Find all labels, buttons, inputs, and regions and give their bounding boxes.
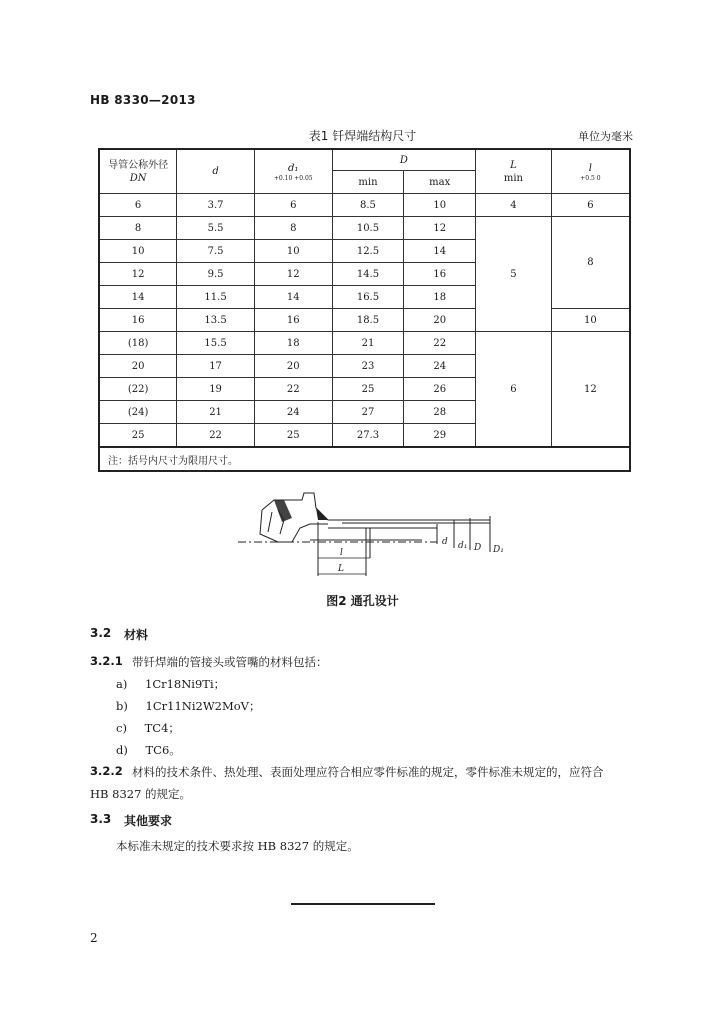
cell-d: 9.5 xyxy=(177,263,255,286)
list-item xyxy=(116,676,225,692)
cell-d1: 6 xyxy=(254,194,332,217)
table-header-row xyxy=(99,149,630,171)
cell-d1: 20 xyxy=(254,355,332,378)
list-text: TC6。 xyxy=(145,743,181,757)
header-dn xyxy=(99,149,177,194)
section-3-2-2-number: 3.2.2 xyxy=(90,764,123,778)
table-title: 表1 钎焊端结构尺寸 xyxy=(308,129,417,143)
header-d1-symbol: d₁ xyxy=(288,162,299,174)
table-row xyxy=(99,309,630,332)
cell-D-max: 28 xyxy=(404,401,476,424)
label-l: l xyxy=(340,548,343,558)
cell-dn: 14 xyxy=(99,286,177,309)
cell-D-max: 18 xyxy=(404,286,476,309)
unit-note: 单位为毫米 xyxy=(578,130,633,143)
cell-d: 5.5 xyxy=(177,217,255,240)
cell-dn: 6 xyxy=(99,194,177,217)
cell-D-min: 18.5 xyxy=(332,309,404,332)
table-row xyxy=(99,217,630,240)
list-marker: c) xyxy=(116,721,127,735)
section-3-2-2-text-continued: HB 8327 的规定。 xyxy=(90,787,192,801)
header-l-symbol: l xyxy=(588,162,592,174)
cell-d: 3.7 xyxy=(177,194,255,217)
cell-D-max: 29 xyxy=(404,424,476,448)
cell-dn: (18) xyxy=(99,332,177,355)
label-D1: D₁ xyxy=(493,545,504,555)
cell-D-max: 22 xyxy=(404,332,476,355)
header-d: d xyxy=(177,149,255,194)
header-D-min: min xyxy=(332,171,404,194)
label-D: D xyxy=(474,543,482,553)
cell-D-max: 12 xyxy=(404,217,476,240)
cell-D-min: 16.5 xyxy=(332,286,404,309)
section-3-2-title: 材料 xyxy=(124,628,149,642)
cell-dn: 8 xyxy=(99,217,177,240)
section-3-2-1-number: 3.2.1 xyxy=(90,654,123,668)
cell-L: 5 xyxy=(476,217,552,332)
header-L-min: min xyxy=(503,172,523,184)
cell-dn: 16 xyxy=(99,309,177,332)
label-L: L xyxy=(338,564,344,574)
cell-dn: (22) xyxy=(99,378,177,401)
cell-d1: 8 xyxy=(254,217,332,240)
label-d1: d₁ xyxy=(458,541,468,551)
through-hole-diagram xyxy=(232,488,502,588)
cell-l: 6 xyxy=(551,194,630,217)
header-D-max: max xyxy=(404,171,476,194)
cell-d1: 22 xyxy=(254,378,332,401)
section-3-2-number: 3.2 xyxy=(90,626,112,640)
cell-dn: 10 xyxy=(99,240,177,263)
solder-fillet xyxy=(274,500,292,522)
header-d1-tolerance: +0.10 +0.05 xyxy=(273,174,313,182)
cell-D-max: 14 xyxy=(404,240,476,263)
fitting-body-outline xyxy=(262,493,342,520)
list-marker: b) xyxy=(116,699,128,713)
cell-d1: 14 xyxy=(254,286,332,309)
cell-D-min: 23 xyxy=(332,355,404,378)
cell-D-min: 27 xyxy=(332,401,404,424)
cell-D-max: 20 xyxy=(404,309,476,332)
list-marker: a) xyxy=(116,677,128,691)
cell-d: 17 xyxy=(177,355,255,378)
cell-l: 10 xyxy=(551,309,630,332)
cell-d1: 12 xyxy=(254,263,332,286)
cell-D-max: 16 xyxy=(404,263,476,286)
list-item xyxy=(116,698,260,714)
section-3-3-title: 其他要求 xyxy=(124,814,173,828)
section-3-3-text: 本标准未规定的技术要求按 HB 8327 的规定。 xyxy=(116,839,359,853)
list-item xyxy=(116,720,180,736)
list-text: TC4； xyxy=(144,721,180,735)
cell-D-min: 8.5 xyxy=(332,194,404,217)
header-dn-label: 导管公称外径 xyxy=(108,159,169,171)
header-L xyxy=(476,149,552,194)
cell-D-min: 14.5 xyxy=(332,263,404,286)
spec-table xyxy=(98,148,631,472)
cell-D-max: 26 xyxy=(404,378,476,401)
cell-d: 19 xyxy=(177,378,255,401)
section-3-3-number: 3.3 xyxy=(90,812,112,826)
cell-D-min: 27.3 xyxy=(332,424,404,448)
table-note-row xyxy=(99,447,630,471)
table-row xyxy=(99,332,630,355)
label-d: d xyxy=(442,537,448,547)
header-d1 xyxy=(254,149,332,194)
cell-d1: 10 xyxy=(254,240,332,263)
cell-d1: 24 xyxy=(254,401,332,424)
header-l-tolerance: +0.5 0 xyxy=(580,174,601,182)
header-dn-symbol: DN xyxy=(129,172,147,184)
cell-dn: (24) xyxy=(99,401,177,424)
cell-l: 8 xyxy=(551,217,630,309)
cell-dn: 20 xyxy=(99,355,177,378)
list-text: 1Cr11Ni2W2MoV； xyxy=(145,699,261,713)
cell-d: 13.5 xyxy=(177,309,255,332)
cell-d: 7.5 xyxy=(177,240,255,263)
figure-caption: 图2 通孔设计 xyxy=(326,594,399,608)
table-row xyxy=(99,194,630,217)
cell-d: 15.5 xyxy=(177,332,255,355)
cell-D-min: 10.5 xyxy=(332,217,404,240)
list-item xyxy=(116,742,181,758)
cell-d1: 16 xyxy=(254,309,332,332)
section-3-2-1-text: 带钎焊端的管接头或管嘴的材料包括： xyxy=(132,655,328,669)
cell-D-min: 21 xyxy=(332,332,404,355)
list-marker: d) xyxy=(116,743,128,757)
cell-D-min: 12.5 xyxy=(332,240,404,263)
header-l xyxy=(551,149,630,194)
cell-D-max: 24 xyxy=(404,355,476,378)
cell-D-max: 10 xyxy=(404,194,476,217)
section-3-2-2-text: 材料的技术条件、热处理、表面处理应符合相应零件标准的规定，零件标准未规定的，应符合 xyxy=(132,765,604,779)
cell-d: 21 xyxy=(177,401,255,424)
cell-L: 6 xyxy=(476,332,552,448)
end-rule xyxy=(291,903,435,905)
cell-dn: 12 xyxy=(99,263,177,286)
cell-d: 11.5 xyxy=(177,286,255,309)
document-header: HB 8330—2013 xyxy=(90,93,196,107)
cell-dn: 25 xyxy=(99,424,177,448)
cell-l: 12 xyxy=(551,332,630,448)
cell-d: 22 xyxy=(177,424,255,448)
header-D: D xyxy=(332,149,475,171)
table-note: 注：括号内尺寸为限用尺寸。 xyxy=(99,447,630,471)
cell-D-min: 25 xyxy=(332,378,404,401)
cell-L: 4 xyxy=(476,194,552,217)
list-text: 1Cr18Ni9Ti； xyxy=(145,677,226,691)
cell-d1: 18 xyxy=(254,332,332,355)
header-L-symbol: L xyxy=(510,159,517,171)
page-number: 2 xyxy=(90,931,98,945)
cell-d1: 25 xyxy=(254,424,332,448)
